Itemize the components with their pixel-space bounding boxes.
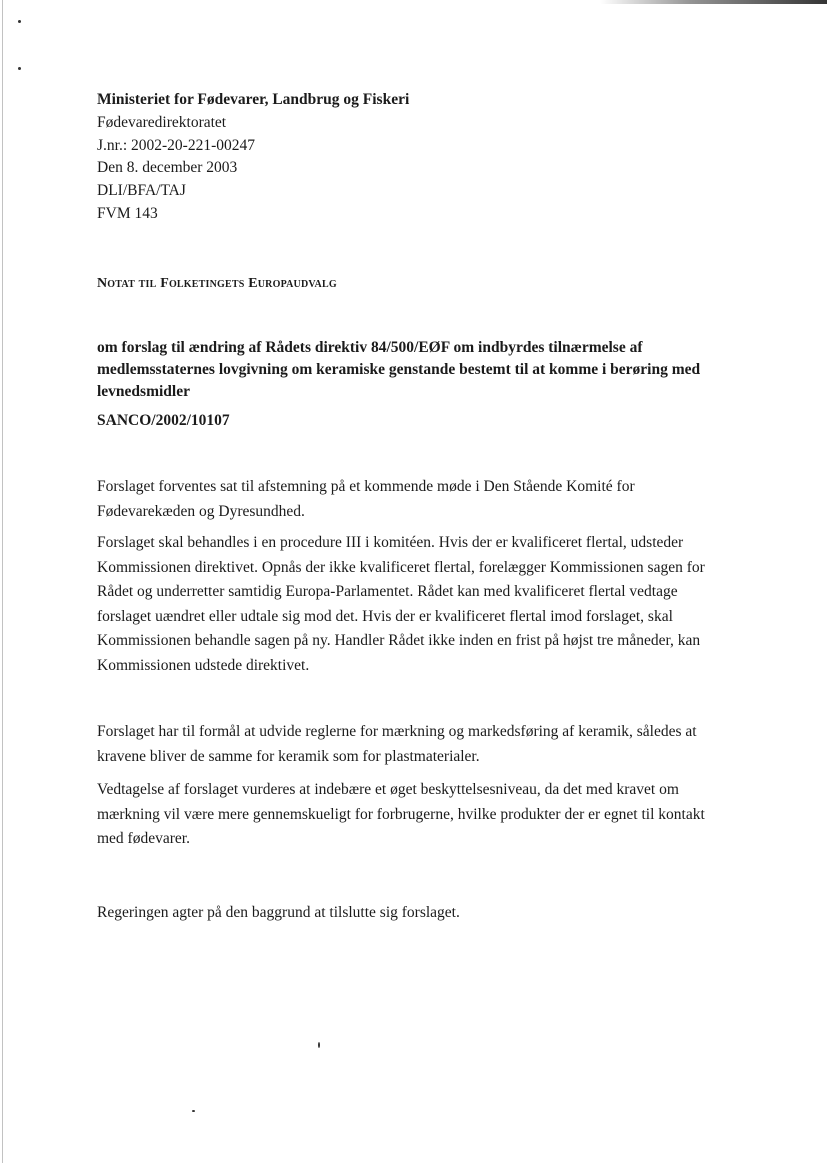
notat-title: Notat til Folketingets Europaudvalg — [97, 276, 337, 291]
scan-artifact-dot — [192, 1110, 195, 1112]
scan-artifact-dot — [318, 1042, 320, 1048]
document-date: Den 8. december 2003 — [97, 159, 238, 177]
paragraph-procedure: Forslaget skal behandles i en procedure III i komitéen. Hvis der er kvalificeret flertal, udsteder Kommissionen direktivet. Opnås der ikke kvalificeret flertal, forelægger Kommissionen sagen for Rådet og underretter samtidig Europa-Parlamentet. Rådet kan med kvalificeret flertal vedtage forslaget uændret eller udtale sig mod det. Hvis der er kvalificeret flertal imod forslaget, skal Kommissionen behandle sagen på ny. Handler Rådet ikke inden en frist på højst tre måneder, kan Kommissionen udstede direktivet. — [97, 534, 705, 674]
paragraph-purpose: Forslaget har til formål at udvide reglerne for mærkning og markedsføring af keramik, således at kravene bliver de samme for keramik som for plastmaterialer. — [97, 723, 697, 765]
letter-header — [97, 89, 747, 226]
scan-artifact-left-line — [2, 0, 3, 1163]
directorate-name: Fødevaredirektoratet — [97, 113, 227, 131]
scan-artifact-dot — [18, 20, 21, 23]
scan-artifact-top-line — [600, 0, 827, 4]
scan-artifact-dot — [18, 67, 21, 70]
ministry-name: Ministeriet for Fødevarer, Landbrug og Fiskeri — [97, 91, 410, 108]
journal-number: J.nr.: 2002-20-221-00247 — [97, 136, 256, 154]
subject-heading: om forslag til ændring af Rådets direktiv 84/500/EØF om indbyrdes tilnærmelse af medlemsstaternes lovgivning om keramiske genstande bestemt til at komme i berøring med levnedsmidler — [97, 339, 701, 400]
fvm-number: FVM 143 — [97, 204, 158, 222]
author-initials: DLI/BFA/TAJ — [97, 182, 186, 200]
reference-code: SANCO/2002/10107 — [97, 412, 230, 429]
paragraph-assessment: Vedtagelse af forslaget vurderes at indebære et øget beskyttelsesniveau, da det med kravet om mærkning vil være mere gennemskueligt for forbrugerne, hvilke produkter der er egnet til kontakt med fødevarer. — [97, 781, 705, 848]
paragraph-vote: Forslaget forventes sat til afstemning på et kommende møde i Den Stående Komité for Fødevarekæden og Dyresundhed. — [97, 478, 635, 520]
paragraph-government-position: Regeringen agter på den baggrund at tilslutte sig forslaget. — [97, 904, 460, 921]
